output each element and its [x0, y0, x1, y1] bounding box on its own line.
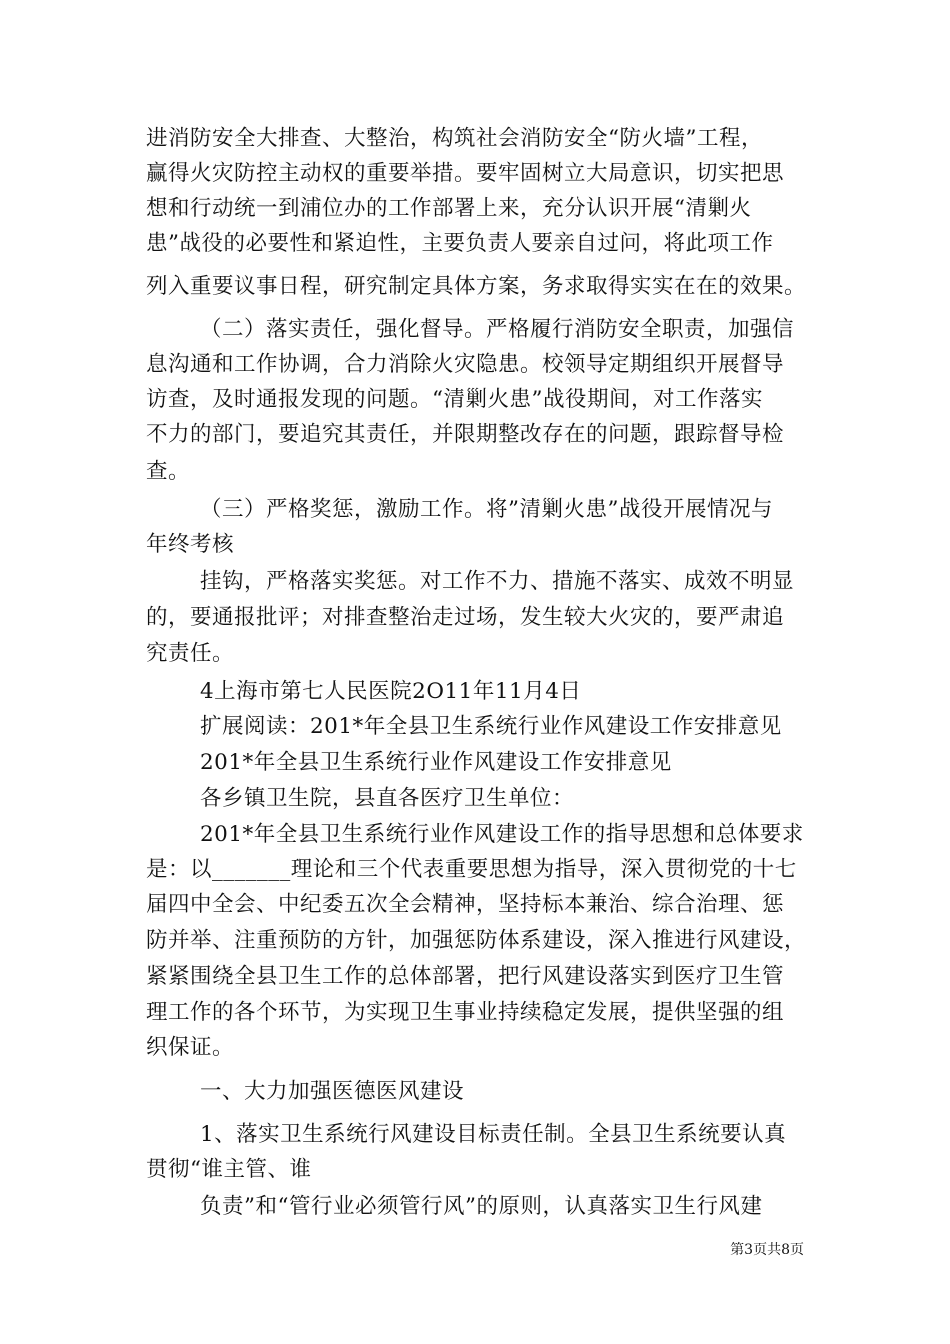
text-line: 息沟通和工作协调，合力消除火灾隐患。校领导定期组织开展督导	[146, 352, 785, 377]
text-line: 不力的部门，要追究其责任，并限期整改存在的问题，跟踪督导检	[146, 422, 785, 447]
text-line: 患”战役的必要性和紧迫性，主要负责人要亲自过问，将此项工作	[146, 231, 774, 256]
text-line: 防并举、注重预防的方针，加强惩防体系建设，深入推进行风建设，	[146, 928, 807, 953]
text-line: 1、落实卫生系统行风建设目标责任制。全县卫生系统要认真	[200, 1122, 787, 1147]
text-line: 各乡镇卫生院，县直各医疗卫生单位：	[200, 786, 575, 811]
text-line: 想和行动统一到浦位办的工作部署上来，充分认识开展“清剿火	[146, 196, 752, 221]
text-line: 届四中全会、中纪委五次全会精神，坚持标本兼治、综合治理、惩	[146, 892, 785, 917]
text-line: 扩展阅读：201*年全县卫生系统行业作风建设工作安排意见	[200, 714, 782, 739]
text-line: 查。	[146, 459, 191, 484]
text-line: 201*年全县卫生系统行业作风建设工作的指导思想和总体要求	[200, 822, 804, 847]
page-number-footer: 第3页共8页	[730, 1242, 804, 1258]
text-line: 列入重要议事日程，研究制定具体方案，务求取得实实在在的效果。	[146, 274, 807, 299]
text-line: 究责任。	[146, 641, 235, 666]
text-line: 紧紧围绕全县卫生工作的总体部署，把行风建设落实到医疗卫生管	[146, 964, 785, 989]
text-line: 挂钩，严格落实奖惩。对工作不力、措施不落实、成效不明显	[200, 569, 795, 594]
section-heading: 一、大力加强医德医风建设	[200, 1079, 465, 1104]
text-line: 是：以_______理论和三个代表重要思想为指导，深入贯彻党的十七	[146, 857, 797, 882]
text-line: 年终考核	[146, 532, 235, 557]
text-line: 负责”和“管行业必须管行风”的原则，认真落实卫生行风建	[200, 1194, 763, 1219]
text-line: 理工作的各个环节，为实现卫生事业持续稳定发展，提供坚强的组	[146, 1000, 785, 1025]
text-line: 织保证。	[146, 1035, 235, 1060]
text-line: 进消防安全大排查、大整治，构筑社会消防安全“防火墙”工程，	[146, 126, 763, 151]
text-line: 访查，及时通报发现的问题。“清剿火患”战役期间，对工作落实	[146, 387, 763, 412]
text-line: 贯彻“谁主管、谁	[146, 1157, 312, 1182]
text-line: 的，要通报批评；对排查整治走过场，发生较大火灾的，要严肃追	[146, 605, 785, 630]
text-line: 赢得火灾防控主动权的重要举措。要牢固树立大局意识，切实把思	[146, 161, 785, 186]
text-line: （二）落实责任，强化督导。严格履行消防安全职责，加强信	[200, 317, 795, 342]
text-line: 201*年全县卫生系统行业作风建设工作安排意见	[200, 750, 672, 775]
text-line: 4上海市第七人民医院2O11年11月4日	[200, 679, 582, 704]
text-line: （三）严格奖惩，激励工作。将”清剿火患”战役开展情况与	[200, 497, 773, 522]
